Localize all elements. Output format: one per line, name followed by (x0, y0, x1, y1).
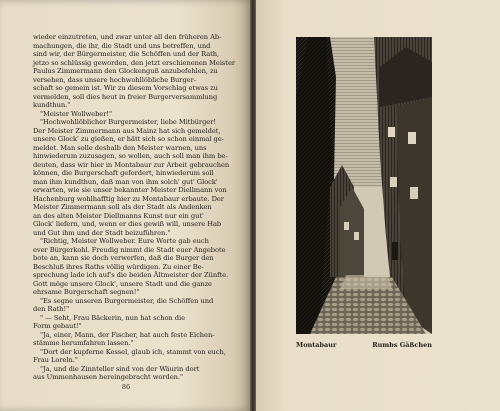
text-line: können, die Burgerschaft gefordert, hinwiederum soll (33, 169, 214, 177)
text-line: machungen, die ihr, die Stadt und uns betreffen, und (33, 41, 211, 50)
text-line: bote an, kann sie doch verwerfen, daß die Burger den (33, 254, 214, 262)
plate-caption-place: Montabaur (296, 341, 337, 349)
text-line: Gott möge unsere Glock', unsere Stadt und die ganze (33, 279, 212, 288)
text-line: "Hochwohllöblicher Burgermeister, liebe Mitbürger! (40, 118, 217, 126)
text-line: unsere Glock' zu gießen, er hätt sich so schon einmal ge- (33, 135, 224, 143)
text-line: "Dort der kupferne Kessel, glaub ich, stammt von euch, (40, 347, 226, 356)
text-line: sprechung lade ich auf's die beiden Ältmeister der Zünfte. (33, 271, 229, 279)
text-line: Beschluß ihres Raths völlig würdigen. Zu einer Be- (33, 262, 204, 271)
body-text (33, 33, 235, 381)
text-line: wieder einzutreten, und zwar unter all den früheren Ab- (33, 33, 222, 41)
text-line: meldet. Man solle deshalb den Meister warnen, uns (33, 143, 207, 152)
text-line: hinwiederum zuzusagen, so wollen, auch soll man ihm be- (33, 152, 228, 160)
text-line: jetzo so schlüssig geworden, den jetzt erschienenen Meister (33, 58, 235, 67)
text-line: "Ja, einer, Mann, der Fischer, hat auch feste Eichen- (40, 330, 215, 339)
page-number: 86 (121, 383, 131, 391)
text-line: ever Bürgerkohl. Freudig nimmt die Stadt euer Angebote (33, 245, 226, 254)
text-line: Hachenburg wohlhafftig hier zu Montabaur erbaute. Der (33, 194, 224, 203)
text-line: und Gut ihm und der Stadt beizuführen." (33, 228, 171, 237)
text-line: den Rath!" (33, 305, 70, 313)
text-line: Frau Loreln." (33, 356, 78, 364)
text-line: deuten, dass wir hier in Montabaur zur Arbeit gebrauchen (33, 160, 230, 169)
text-line: Form gebaut!" (33, 322, 82, 330)
text-line: "Ja, und die Zinnteller sind von der Wäurin dort (40, 364, 200, 373)
text-line: " — Seht, Frau Bäckerin, nun hat schon die (40, 313, 185, 322)
text-line: Der Meister Zimmermann aus Mainz hat sich gemeldet, (33, 126, 221, 135)
alley-woodcut-image (296, 37, 432, 334)
text-line: ehrsame Burgerschaft segnen!" (33, 288, 140, 296)
text-line: kundthun." (33, 101, 71, 109)
text-line: sind wir, der Bürgermeister, die Schöffen und der Rath, (33, 50, 220, 58)
text-line: man ihm kundthun, daß man von ihm solch' gut' Glock' (33, 177, 218, 186)
text-line: Meister Zimmermann soll als der Stadt als Andenken (33, 203, 212, 211)
text-line: "Es segne unseren Burgermeister, die Schöffen und (40, 296, 214, 305)
text-line: stämme herumfahren lassen." (33, 339, 134, 347)
text-line: Glock' liefern, und, wenn er dies gewiß will, unsere Hab (33, 220, 222, 228)
text-line: aus Ummenhausen hereingebracht worden." (33, 373, 184, 381)
text-line: "Richtig, Meister Wollweber. Eure Worte gab euch (40, 237, 209, 245)
text-line: versehen, dass unsere hochwohllöbliche Burger- (33, 75, 196, 84)
text-line: an des alten Meister Diellmanns Kunst nur ein gut' (33, 211, 204, 220)
woodcut-illustration (296, 37, 432, 334)
plate-caption-title: Rumbs Gäßchen (372, 341, 432, 349)
text-line: schaft so gemein ist. Wir zu diesem Vorschlag etwas zu (33, 84, 218, 92)
text-line: Paulus Zimmermann den Glockenguß anzubefehlen, zu (33, 67, 218, 75)
text-line: erwarten, wie sie unser bekannter Meister Diellmann von (33, 186, 227, 194)
text-line: vermelden, soll dies heut in freier Burgerversammlung (33, 92, 218, 101)
text-line: "Meister Wollweber!" (40, 109, 113, 118)
